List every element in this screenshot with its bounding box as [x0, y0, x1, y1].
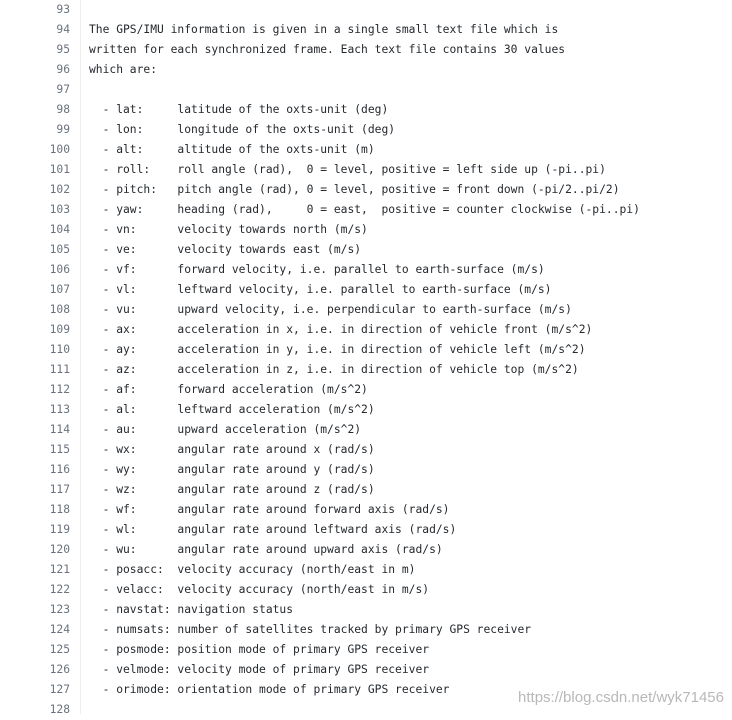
watermark: https://blog.csdn.net/wyk71456: [518, 689, 724, 706]
code-line: [0, 640, 732, 660]
code-line: [0, 320, 732, 340]
line-number[interactable]: 99: [56, 123, 70, 136]
code-line: [0, 140, 732, 160]
code-line: [0, 0, 732, 20]
line-text: - yaw: heading (rad), 0 = east, positive = counter clockwise (-pi..pi): [89, 203, 640, 216]
line-number[interactable]: 114: [49, 423, 70, 436]
line-text: - vu: upward velocity, i.e. perpendicular to earth-surface (m/s): [89, 303, 572, 316]
code-line: [0, 20, 732, 40]
line-number[interactable]: 115: [49, 443, 70, 456]
line-text: The GPS/IMU information is given in a single small text file which is: [89, 23, 559, 36]
line-number[interactable]: 93: [56, 3, 70, 16]
line-number[interactable]: 100: [49, 143, 70, 156]
code-line: [0, 80, 732, 100]
line-number[interactable]: 128: [49, 703, 70, 716]
code-line: [0, 520, 732, 540]
line-text: - ve: velocity towards east (m/s): [89, 243, 362, 256]
line-number[interactable]: 122: [49, 583, 70, 596]
code-line: [0, 240, 732, 260]
line-text: - orimode: orientation mode of primary GPS receiver: [89, 683, 450, 696]
line-text: - navstat: navigation status: [89, 603, 294, 616]
line-number[interactable]: 110: [49, 343, 70, 356]
line-number[interactable]: 94: [56, 23, 70, 36]
line-number[interactable]: 119: [49, 523, 70, 536]
line-text: - al: leftward acceleration (m/s^2): [89, 403, 375, 416]
code-line: [0, 500, 732, 520]
line-number[interactable]: 120: [49, 543, 70, 556]
line-number[interactable]: 105: [49, 243, 70, 256]
code-line: [0, 600, 732, 620]
line-text: - alt: altitude of the oxts-unit (m): [89, 143, 375, 156]
line-text: - posacc: velocity accuracy (north/east in m): [89, 563, 416, 576]
line-number[interactable]: 108: [49, 303, 70, 316]
line-number[interactable]: 112: [49, 383, 70, 396]
line-text: - wf: angular rate around forward axis (rad/s): [89, 503, 450, 516]
code-line: [0, 620, 732, 640]
line-number[interactable]: 117: [49, 483, 70, 496]
line-number[interactable]: 97: [56, 83, 70, 96]
code-line: [0, 160, 732, 180]
line-text: - pitch: pitch angle (rad), 0 = level, positive = front down (-pi/2..pi/2): [89, 183, 620, 196]
line-text: - az: acceleration in z, i.e. in direction of vehicle top (m/s^2): [89, 363, 579, 376]
code-line: [0, 440, 732, 460]
line-number[interactable]: 118: [49, 503, 70, 516]
code-line: [0, 340, 732, 360]
line-text: - roll: roll angle (rad), 0 = level, positive = left side up (-pi..pi): [89, 163, 606, 176]
line-text: - vl: leftward velocity, i.e. parallel to earth-surface (m/s): [89, 283, 552, 296]
line-number[interactable]: 124: [49, 623, 70, 636]
line-number[interactable]: 116: [49, 463, 70, 476]
line-number[interactable]: 113: [49, 403, 70, 416]
code-line: [0, 40, 732, 60]
line-text: - wu: angular rate around upward axis (rad/s): [89, 543, 443, 556]
code-line: [0, 400, 732, 420]
code-line: [0, 660, 732, 680]
code-line: [0, 260, 732, 280]
line-number[interactable]: 98: [56, 103, 70, 116]
line-text: which are:: [89, 63, 158, 76]
line-number[interactable]: 102: [49, 183, 70, 196]
code-line: [0, 360, 732, 380]
line-number[interactable]: 111: [49, 363, 70, 376]
code-line: [0, 280, 732, 300]
code-line: [0, 380, 732, 400]
line-number[interactable]: 123: [49, 603, 70, 616]
code-line: [0, 100, 732, 120]
code-line: [0, 120, 732, 140]
code-line: [0, 580, 732, 600]
line-text: - wx: angular rate around x (rad/s): [89, 443, 375, 456]
line-number[interactable]: 126: [49, 663, 70, 676]
line-number[interactable]: 95: [56, 43, 70, 56]
line-number[interactable]: 104: [49, 223, 70, 236]
code-line: [0, 200, 732, 220]
line-number[interactable]: 107: [49, 283, 70, 296]
code-line: [0, 300, 732, 320]
code-line: [0, 180, 732, 200]
line-text: - velmode: velocity mode of primary GPS receiver: [89, 663, 430, 676]
code-line: [0, 220, 732, 240]
line-text: - vf: forward velocity, i.e. parallel to earth-surface (m/s): [89, 263, 545, 276]
line-text: - au: upward acceleration (m/s^2): [89, 423, 362, 436]
code-line: [0, 560, 732, 580]
code-line: [0, 420, 732, 440]
line-text: - af: forward acceleration (m/s^2): [89, 383, 368, 396]
line-text: - ay: acceleration in y, i.e. in direction of vehicle left (m/s^2): [89, 343, 586, 356]
code-line: [0, 480, 732, 500]
code-line: [0, 540, 732, 560]
code-line: [0, 460, 732, 480]
line-text: - velacc: velocity accuracy (north/east in m/s): [89, 583, 430, 596]
line-text: - lon: longitude of the oxts-unit (deg): [89, 123, 396, 136]
line-number[interactable]: 121: [49, 563, 70, 576]
line-text: - numsats: number of satellites tracked by primary GPS receiver: [89, 623, 532, 636]
line-number[interactable]: 127: [49, 683, 70, 696]
line-text: - vn: velocity towards north (m/s): [89, 223, 368, 236]
line-text: - wy: angular rate around y (rad/s): [89, 463, 375, 476]
line-number[interactable]: 109: [49, 323, 70, 336]
line-text: written for each synchronized frame. Each text file contains 30 values: [89, 43, 566, 56]
line-number[interactable]: 96: [56, 63, 70, 76]
line-text: - posmode: position mode of primary GPS receiver: [89, 643, 430, 656]
line-number[interactable]: 106: [49, 263, 70, 276]
code-line: [0, 60, 732, 80]
line-text: - lat: latitude of the oxts-unit (deg): [89, 103, 389, 116]
line-number[interactable]: 101: [49, 163, 70, 176]
line-text: - wl: angular rate around leftward axis (rad/s): [89, 523, 457, 536]
line-number[interactable]: 125: [49, 643, 70, 656]
line-number[interactable]: 103: [49, 203, 70, 216]
line-text: - wz: angular rate around z (rad/s): [89, 483, 375, 496]
line-text: - ax: acceleration in x, i.e. in direction of vehicle front (m/s^2): [89, 323, 593, 336]
